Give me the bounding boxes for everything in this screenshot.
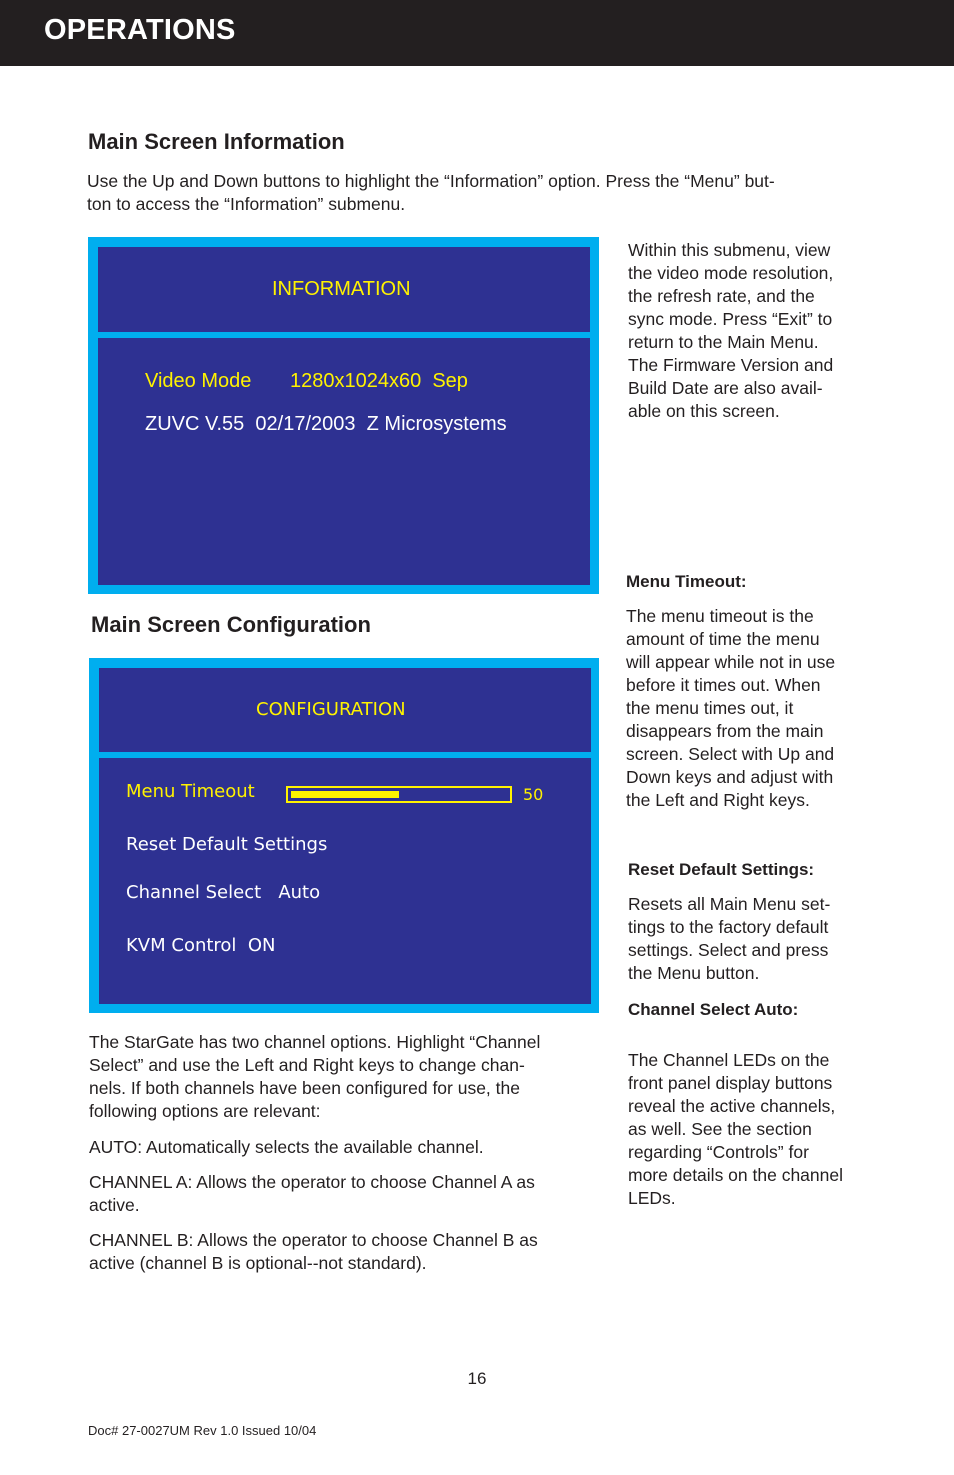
text-line: Build Date are also avail- [628,378,823,398]
text-line: the refresh rate, and the [628,286,815,306]
video-mode-label: Video Mode [145,370,252,392]
text-line: before it times out. When [626,675,821,695]
channel-select-text [628,1049,878,1210]
page-header-title: OPERATIONS [44,14,236,46]
text-line: will appear while not in use [626,652,836,672]
text-line: Resets all Main Menu set- [628,894,831,914]
firmware-line: ZUVC V.55 02/17/2003 Z Microsystems [145,413,507,435]
text-line: Within this submenu, view [628,240,831,260]
text-line: tings to the factory default [628,917,829,937]
menu-timeout-text [626,605,876,812]
video-mode-value: 1280x1024x60 Sep [290,370,468,392]
text-line: the video mode resolution, [628,263,834,283]
channel-options-paragraph [89,1031,609,1123]
channel-a-option-text [89,1171,609,1217]
text-line: return to the Main Menu. [628,332,819,352]
kvm-control-item[interactable]: KVM Control ON [126,935,276,956]
section-heading-information: Main Screen Information [88,129,345,154]
text-line: AUTO: Automatically selects the available channel. [89,1137,484,1157]
information-screen-title: INFORMATION [272,278,411,300]
text-line: disappears from the main [626,721,824,741]
text-line: ton to access the “Information” submenu. [87,194,406,214]
text-line: settings. Select and press [628,940,829,960]
text-line: nels. If both channels have been configured for use, the [89,1078,520,1098]
text-line: LEDs. [628,1188,676,1208]
text-line: The Firmware Version and [628,355,834,375]
menu-timeout-value: 50 [523,785,544,804]
header-bar [0,0,954,66]
text-line: Use the Up and Down buttons to highlight the “Information” option. Press the “Menu” but- [87,171,775,191]
text-line: active (channel B is optional--not standard). [89,1253,427,1273]
menu-timeout-label: Menu Timeout [126,781,255,802]
text-line: active. [89,1195,140,1215]
text-line: CHANNEL A: Allows the operator to choose Channel A as [89,1172,535,1192]
text-line: amount of time the menu [626,629,820,649]
section-heading-configuration: Main Screen Configuration [91,612,371,637]
channel-select-item[interactable]: Channel Select Auto [126,882,321,903]
channel-b-option-text [89,1229,609,1275]
text-line: Select” and use the Left and Right keys to change chan- [89,1055,525,1075]
page-number: 16 [467,1369,487,1388]
text-line: following options are relevant: [89,1101,321,1121]
information-side-text [628,239,868,423]
configuration-screen-title: CONFIGURATION [256,699,406,720]
information-intro [87,170,887,216]
reset-default-text [628,893,878,985]
text-line: The menu timeout is the [626,606,814,626]
reset-default-heading: Reset Default Settings: [628,860,815,879]
menu-timeout-slider[interactable] [286,786,512,803]
text-line: the Menu button. [628,963,760,983]
text-line: the menu times out, it [626,698,794,718]
text-line: able on this screen. [628,401,780,421]
text-line: reveal the active channels, [628,1096,836,1116]
menu-timeout-heading: Menu Timeout: [626,572,747,591]
text-line: front panel display buttons [628,1073,833,1093]
text-line: more details on the channel [628,1165,843,1185]
text-line: as well. See the section [628,1119,812,1139]
text-line: screen. Select with Up and [626,744,835,764]
channel-select-heading: Channel Select Auto: [628,1000,799,1019]
text-line: the Left and Right keys. [626,790,810,810]
auto-option-text [89,1136,609,1159]
text-line: Down keys and adjust with [626,767,834,787]
text-line: regarding “Controls” for [628,1142,809,1162]
text-line: sync mode. Press “Exit” to [628,309,833,329]
text-line: CHANNEL B: Allows the operator to choose Channel B as [89,1230,538,1250]
document-id: Doc# 27-0027UM Rev 1.0 Issued 10/04 [88,1423,317,1438]
text-line: The Channel LEDs on the [628,1050,830,1070]
text-line: The StarGate has two channel options. Highlight “Channel [89,1032,541,1052]
reset-default-settings-item[interactable]: Reset Default Settings [126,834,328,855]
menu-timeout-slider-fill [291,791,399,798]
